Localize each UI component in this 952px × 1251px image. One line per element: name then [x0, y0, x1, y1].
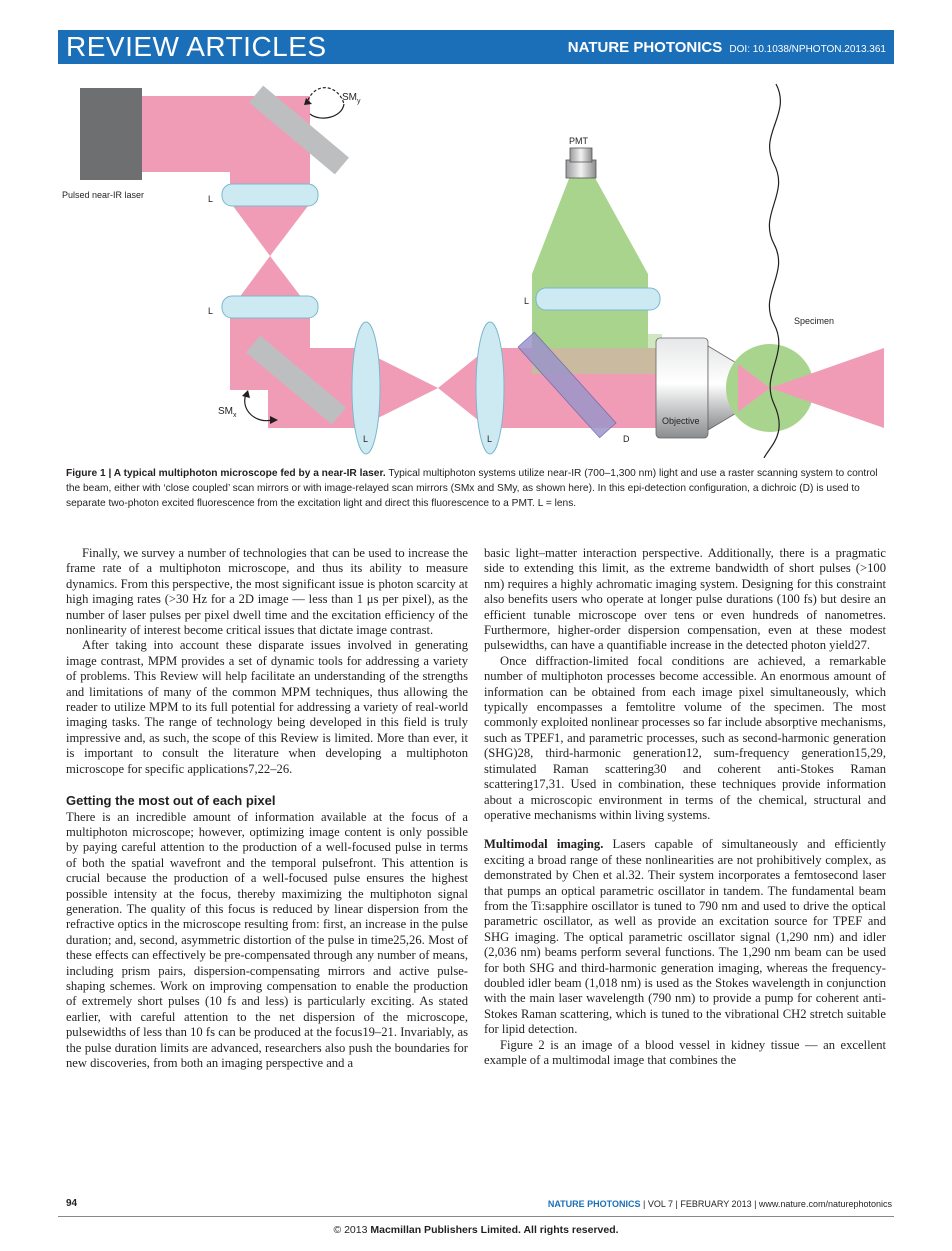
caption-label: Figure 1 | A typical multiphoton microscope fed by a near-IR laser. — [66, 468, 386, 479]
footer-details: | VOL 7 | FEBRUARY 2013 | www.nature.com/naturephotonics — [640, 1199, 892, 1209]
smy-rotation-arrow — [308, 88, 344, 104]
section-heading: Getting the most out of each pixel — [66, 793, 276, 809]
figure-1-diagram — [58, 74, 894, 458]
lens-label-bottom-1: L — [363, 434, 369, 444]
doi: DOI: 10.1038/NPHOTON.2013.361 — [729, 44, 886, 55]
pmt-body — [566, 160, 596, 178]
paragraph: Figure 2 is an image of a blood vessel in kidney tissue — an excellent example of a multimodal image that combines the — [484, 1037, 886, 1067]
caption-text: Typical multiphoton systems utilize near-IR (700–1,300 nm) light and use a raster scanning system to control the beam, either with ‘close coupled’ scan mirrors or with image-relayed scan mirrors (SMx and SMy, as shown here). In this epi-detection configuration, a dichroic (D) is used to separate two-photon excited fluorescence from the excitation light and direct this fluorescence to a PMT. L = lens. — [66, 468, 878, 509]
smy-label: $SM_y$ — [342, 92, 361, 105]
lens-label-upper-2: L — [208, 306, 214, 316]
paragraph: Finally, we survey a number of technologies that can be used to increase the frame rate of a multiphoton microscope, and thus its ability to measure dynamics. From this perspective, the most significant issue is photon scarcity at high imaging rates (>30 Hz for a 2D image — less than 1 μs per pixel), as the number of laser pulses per pixel dwell time and the excitation efficiency of the nonlinearity of interest become critical issues that dictate image contrast. — [66, 546, 468, 638]
paragraph: basic light–matter interaction perspective. Additionally, there is a pragmatic side to extending this limit, as the extreme bandwidth of short pulses (>100 nm) requires a highly achromatic imaging system. Designing for this constraint also benefits users who operate at longer pulse durations (100 fs) but desire an efficient tunable microscope over tens or even hundreds of nanometres. Furthermore, higher-order dispersion compensation, even at these modest pulsewidths, can have a quantifiable increase in the detected photon yield27. — [484, 546, 886, 653]
header-bar — [58, 30, 894, 64]
runin-heading: Multimodal imaging. — [484, 837, 604, 852]
column-right — [484, 546, 886, 1068]
smx-label: $SM_x$ — [218, 406, 237, 419]
footer-rule — [58, 1216, 894, 1217]
dichroic-label: D — [623, 434, 630, 444]
copyright — [0, 1224, 952, 1236]
smx-rotation-arrow — [245, 394, 272, 421]
pmt-label: PMT — [569, 136, 588, 146]
paragraph: There is an incredible amount of information available at the focus of a multiphoton microscope; however, optimizing image content is only possible by paying careful attention to the production of a well-focused pulse in terms of both the spatial wavefront and the temporal pulsefront. This attention is crucial because the production of a well-focused pulse ensures the highest possible intensity at the focus, thereby maximizing the multiphoton signal generation. The quality of this focus is reduced by linear dispersion from the refractive optics in the microscope resulting from: first, an increase in the pulse duration; and, second, asymmetric distortion of the pulse in time25,26. Most of these effects can effectively be pre-compensated through any number of means, including prism pairs, dispersion-compensating mirrors and active pulse-shaping schemes. Work on improving compensation to enable the production of extremely short pulses (10 fs and less) is particularly exciting. As stated earlier, with careful attention to the net dispersion of the microscope, pulsewidths of less than 10 fs can be produced at the focus19–21. Invariably, as the pulse duration limits are advanced, researchers also push the boundaries for new discoveries, from both an imaging perspective and a — [66, 809, 468, 1070]
copyright-prefix: © 2013 — [333, 1224, 371, 1236]
section-title: REVIEW ARTICLES — [66, 31, 327, 62]
paragraph — [484, 837, 886, 1037]
journal-name: NATURE PHOTONICS — [567, 39, 723, 56]
footer-journal: NATURE PHOTONICS — [547, 1199, 641, 1209]
runin-text: Lasers capable of simultaneously and efficiently exciting a broad range of these nonlinearities are not prohibitively complex, as demonstrated by Chen et al.32. Their system incorporates a femtosecond laser that pumps an optical parametric oscillator in tandem. The fundamental beam from the Ti:sapphire oscillator is tuned to 790 nm and used to drive the optical parametric oscillator, as well as provide an excitation source for TPEF and SHG imaging. The optical parametric oscillator signal (1,290 nm) and idler (2,036 nm) beams perform several functions. The 1,290 nm beam can be used for both SHG and third-harmonic generation imaging, whereas the frequency-doubled idler beam (1,018 nm) is used as the Stokes wavelength in conjunction with the main laser wavelength (790 nm) to provide a pump for coherent anti-Stokes Raman scattering, which is tuned to the vibrational CH2 stretch suitable for lipid detection. — [484, 837, 886, 1037]
laser-label: Pulsed near-IR laser — [62, 190, 145, 200]
pmt-cap — [570, 148, 592, 162]
paragraph: After taking into account these disparate issues involved in generating image contrast, MPM provides a set of dynamic tools for addressing a variety of problems. This Review will help facilitate an understanding of the strengths and limitations of many of the common MPM techniques, thus allowing the reader to utilize MPM to its full potential for addressing a variety of real-world imaging tasks. The range of technology being developed in this field is truly impressive and, as such, the scope of this Review is limited. More than ever, it is important to consult the literature when developing a multiphoton microscope for specific applications7,22–26. — [66, 638, 468, 776]
page-number: 94 — [66, 1198, 78, 1209]
lens-label-bottom-2: L — [487, 434, 493, 444]
figure-caption — [66, 466, 888, 511]
objective-label: Objective — [662, 416, 700, 426]
copyright-holder: Macmillan Publishers Limited. All rights reserved. — [370, 1224, 619, 1236]
lens-label-upper-1: L — [208, 194, 214, 204]
lens-upper-2 — [222, 296, 318, 318]
specimen-label: Specimen — [794, 316, 835, 326]
journal-header — [568, 39, 886, 56]
fluorescence-to-pmt — [532, 176, 648, 348]
laser-box — [80, 88, 142, 180]
column-left — [66, 546, 468, 1071]
paragraph: Once diffraction-limited focal conditions are achieved, a remarkable number of multiphoton processes become accessible. An enormous amount of information can be obtained from each image pixel simultaneously, which typically encompasses a femtolitre volume of the specimen. The most commonly exploited nonlinear processes so far include absorptive mechanisms, such as TPEF1, and parametric processes, such as second-harmonic generation (SHG)28, third-harmonic generation12, sum-frequency generation15,29, stimulated Raman scattering30 and coherent anti-Stokes Raman scattering17,31. Used in combination, these techniques provide information about a microscopic environment in terms of the chemical, structural and operative mechanisms within living systems. — [484, 653, 886, 822]
lens-label-pmt: L — [524, 296, 530, 306]
lens-pmt — [536, 288, 660, 310]
beam-focus-between-lenses — [233, 206, 308, 306]
lens-upper-1 — [222, 184, 318, 206]
footer-info — [548, 1199, 892, 1209]
